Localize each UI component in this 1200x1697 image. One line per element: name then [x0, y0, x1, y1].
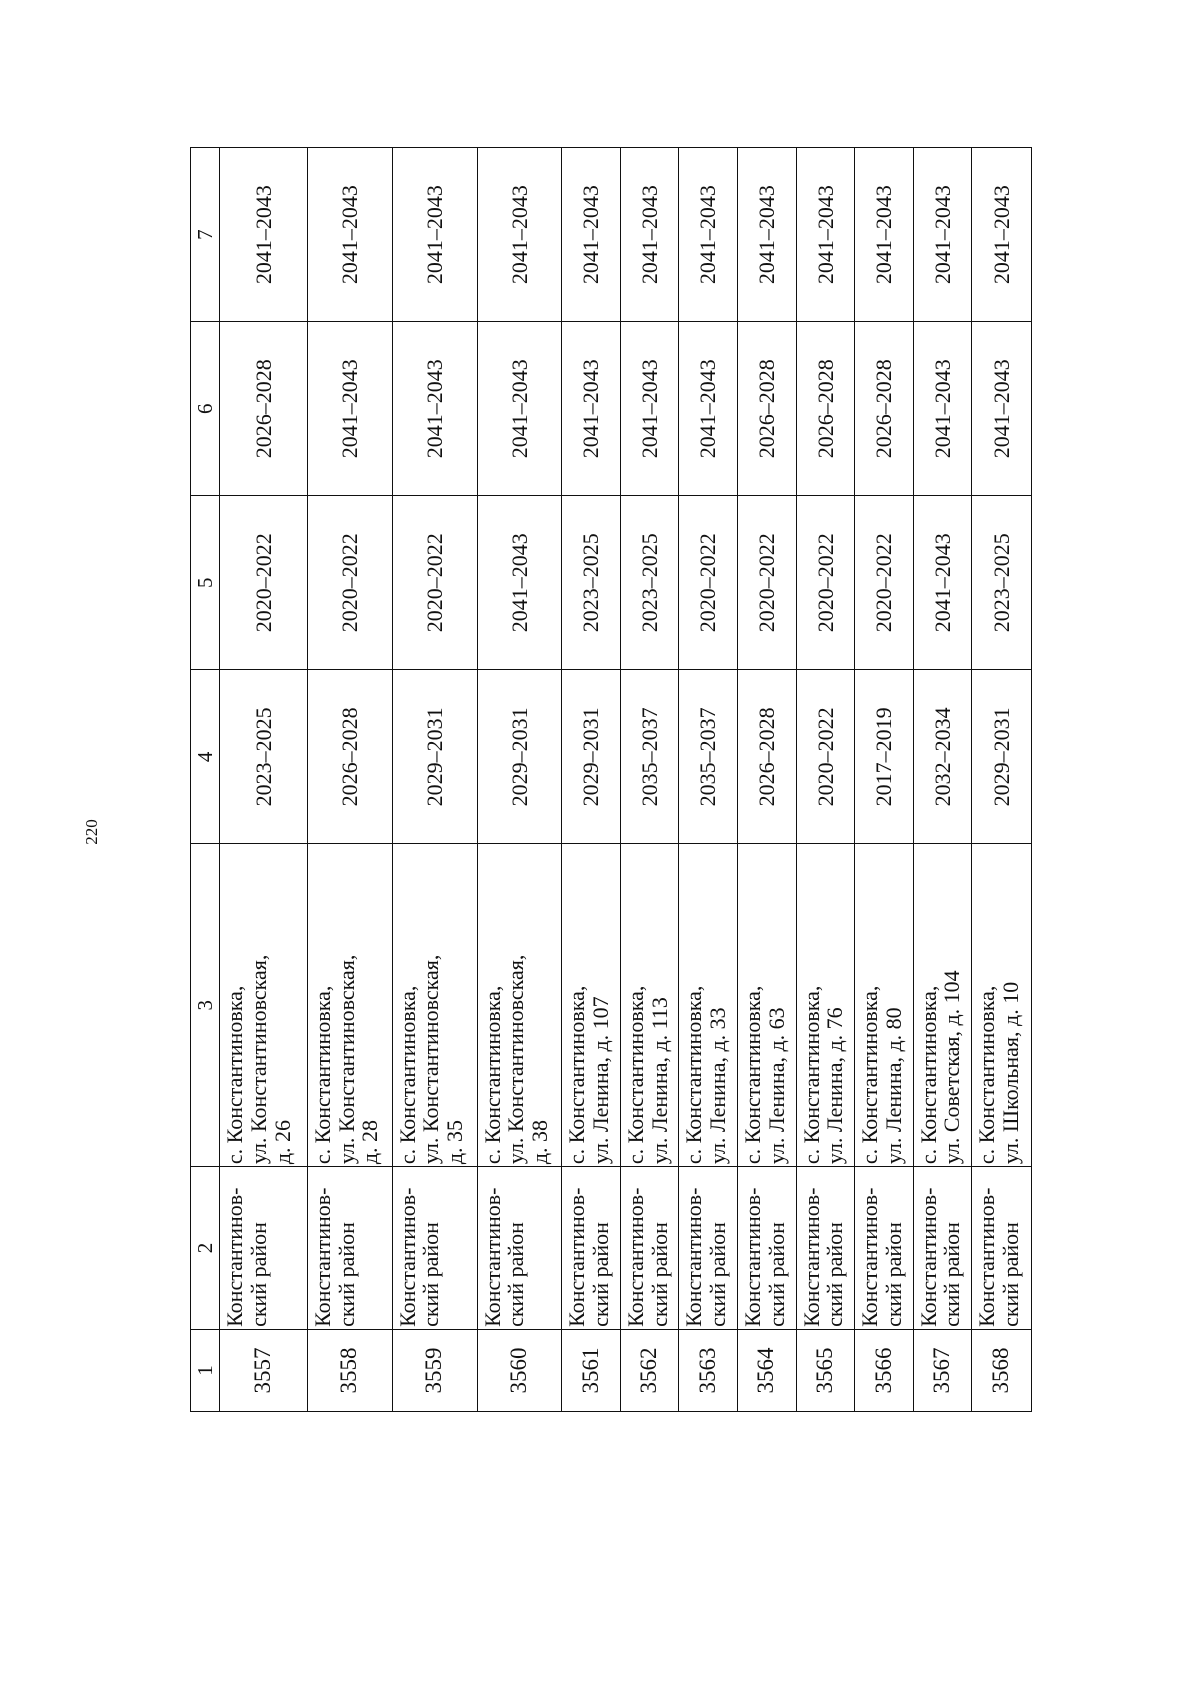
address-line: ул. Ленина, д. 63 [763, 1007, 789, 1165]
period-cell-col6: 2026–2028 [220, 322, 308, 496]
period-cell-col4: 2032–2034 [913, 670, 972, 844]
table-body [220, 148, 1032, 1412]
address-line: д. 26 [269, 1119, 295, 1165]
district-cell: Константинов-ский район [796, 1167, 855, 1330]
district-cell: Константинов-ский район [220, 1167, 308, 1330]
period-cell-col4: 2026–2028 [738, 670, 797, 844]
address-line: ул. Ленина, д. 76 [822, 1007, 848, 1165]
period-cell-col7: 2041–2043 [562, 148, 621, 322]
address-line: д. 28 [357, 1119, 383, 1165]
address-cell [620, 844, 679, 1167]
address-line: с. Константиновка, [915, 985, 941, 1165]
address-line: ул. Ленина, д. 80 [880, 1007, 906, 1165]
table-header-row [191, 148, 220, 1412]
period-cell-col5: 2020–2022 [738, 496, 797, 670]
period-cell-col5: 2041–2043 [477, 496, 562, 670]
period-cell-col5: 2041–2043 [913, 496, 972, 670]
row-number-cell: 3558 [307, 1329, 392, 1411]
period-cell-col4: 2029–2031 [972, 670, 1032, 844]
period-cell-col7: 2041–2043 [972, 148, 1032, 322]
period-cell-col5: 2020–2022 [392, 496, 477, 670]
period-cell-col4: 2020–2022 [796, 670, 855, 844]
address-line: ул. Константиновская, [333, 954, 359, 1165]
period-cell-col4: 2026–2028 [307, 670, 392, 844]
address-line: ул. Константиновская, [418, 954, 444, 1165]
period-cell-col7: 2041–2043 [477, 148, 562, 322]
period-cell-col4: 2023–2025 [220, 670, 308, 844]
district-cell: Константинов-ский район [679, 1167, 738, 1330]
row-number-cell: 3566 [855, 1329, 914, 1411]
column-header: 7 [191, 148, 220, 322]
address-cell [855, 844, 914, 1167]
address-line: ул. Школьная, д. 10 [998, 981, 1024, 1165]
period-cell-col7: 2041–2043 [738, 148, 797, 322]
period-cell-col5: 2020–2022 [855, 496, 914, 670]
period-cell-col5: 2020–2022 [679, 496, 738, 670]
period-cell-col5: 2020–2022 [796, 496, 855, 670]
row-number-cell: 3568 [972, 1329, 1032, 1411]
district-cell: Константинов-ский район [855, 1167, 914, 1330]
table-row [913, 148, 972, 1412]
period-cell-col6: 2041–2043 [972, 322, 1032, 496]
address-cell [477, 844, 562, 1167]
data-table [190, 147, 1032, 1412]
district-cell: Константинов-ский район [307, 1167, 392, 1330]
period-cell-col7: 2041–2043 [307, 148, 392, 322]
address-line: с. Константиновка, [740, 985, 766, 1165]
table-row [796, 148, 855, 1412]
row-number-cell: 3562 [620, 1329, 679, 1411]
address-line: ул. Советская, д. 104 [939, 970, 965, 1165]
table-row [679, 148, 738, 1412]
district-cell: Константинов-ский район [738, 1167, 797, 1330]
address-cell [220, 844, 308, 1167]
table-row [738, 148, 797, 1412]
column-header: 5 [191, 496, 220, 670]
period-cell-col7: 2041–2043 [796, 148, 855, 322]
table-row [972, 148, 1032, 1412]
address-line: ул. Константиновская, [503, 954, 529, 1165]
district-cell: Константинов-ский район [477, 1167, 562, 1330]
address-line: д. 38 [527, 1119, 553, 1165]
address-line: ул. Константиновская, [245, 954, 271, 1165]
column-header: 2 [191, 1167, 220, 1330]
period-cell-col5: 2023–2025 [620, 496, 679, 670]
address-line: с. Константиновка, [222, 985, 247, 1165]
address-cell [307, 844, 392, 1167]
period-cell-col6: 2026–2028 [738, 322, 797, 496]
period-cell-col7: 2041–2043 [220, 148, 308, 322]
address-cell [562, 844, 621, 1167]
address-line: с. Константиновка, [394, 985, 420, 1165]
address-line: ул. Ленина, д. 113 [646, 997, 672, 1165]
district-cell: Константинов-ский район [562, 1167, 621, 1330]
row-number-cell: 3565 [796, 1329, 855, 1411]
address-line: д. 35 [442, 1119, 468, 1165]
period-cell-col7: 2041–2043 [620, 148, 679, 322]
address-cell [972, 844, 1032, 1167]
district-cell: Константинов-ский район [972, 1167, 1032, 1330]
period-cell-col4: 2029–2031 [477, 670, 562, 844]
period-cell-col4: 2035–2037 [679, 670, 738, 844]
address-line: с. Константиновка, [622, 985, 648, 1165]
period-cell-col6: 2026–2028 [855, 322, 914, 496]
period-cell-col7: 2041–2043 [679, 148, 738, 322]
period-cell-col4: 2029–2031 [562, 670, 621, 844]
period-cell-col6: 2041–2043 [562, 322, 621, 496]
district-cell: Константинов-ский район [913, 1167, 972, 1330]
period-cell-col4: 2017–2019 [855, 670, 914, 844]
period-cell-col5: 2023–2025 [562, 496, 621, 670]
period-cell-col6: 2041–2043 [392, 322, 477, 496]
period-cell-col5: 2023–2025 [972, 496, 1032, 670]
address-cell [392, 844, 477, 1167]
row-number-cell: 3563 [679, 1329, 738, 1411]
address-line: с. Константиновка, [309, 985, 335, 1165]
period-cell-col4: 2035–2037 [620, 670, 679, 844]
period-cell-col6: 2041–2043 [477, 322, 562, 496]
period-cell-col5: 2020–2022 [307, 496, 392, 670]
column-header: 6 [191, 322, 220, 496]
period-cell-col6: 2026–2028 [796, 322, 855, 496]
page-number: 220 [82, 819, 101, 845]
district-cell: Константинов-ский район [620, 1167, 679, 1330]
address-line: с. Константиновка, [857, 985, 883, 1165]
address-cell [913, 844, 972, 1167]
address-line: с. Константиновка, [479, 985, 505, 1165]
column-header: 3 [191, 844, 220, 1167]
address-line: ул. Ленина, д. 107 [588, 996, 614, 1165]
row-number-cell: 3561 [562, 1329, 621, 1411]
period-cell-col7: 2041–2043 [392, 148, 477, 322]
table-row [620, 148, 679, 1412]
period-cell-col6: 2041–2043 [620, 322, 679, 496]
period-cell-col6: 2041–2043 [913, 322, 972, 496]
period-cell-col6: 2041–2043 [679, 322, 738, 496]
period-cell-col4: 2029–2031 [392, 670, 477, 844]
table-row [562, 148, 621, 1412]
table-row [220, 148, 308, 1412]
period-cell-col5: 2020–2022 [220, 496, 308, 670]
row-number-cell: 3567 [913, 1329, 972, 1411]
row-number-cell: 3560 [477, 1329, 562, 1411]
address-cell [796, 844, 855, 1167]
table-row [392, 148, 477, 1412]
address-line: с. Константиновка, [974, 985, 1000, 1165]
table-row [307, 148, 392, 1412]
column-header: 1 [191, 1329, 220, 1411]
address-line: с. Константиновка, [798, 985, 824, 1165]
row-number-cell: 3557 [220, 1329, 308, 1411]
period-cell-col6: 2041–2043 [307, 322, 392, 496]
address-line: с. Константиновка, [681, 985, 707, 1165]
column-header: 4 [191, 670, 220, 844]
table-row [855, 148, 914, 1412]
address-line: с. Константиновка, [564, 985, 590, 1165]
address-line: ул. Ленина, д. 33 [705, 1007, 731, 1165]
row-number-cell: 3559 [392, 1329, 477, 1411]
district-cell: Константинов-ский район [392, 1167, 477, 1330]
table-row [477, 148, 562, 1412]
period-cell-col7: 2041–2043 [913, 148, 972, 322]
address-cell [738, 844, 797, 1167]
address-cell [679, 844, 738, 1167]
period-cell-col7: 2041–2043 [855, 148, 914, 322]
row-number-cell: 3564 [738, 1329, 797, 1411]
